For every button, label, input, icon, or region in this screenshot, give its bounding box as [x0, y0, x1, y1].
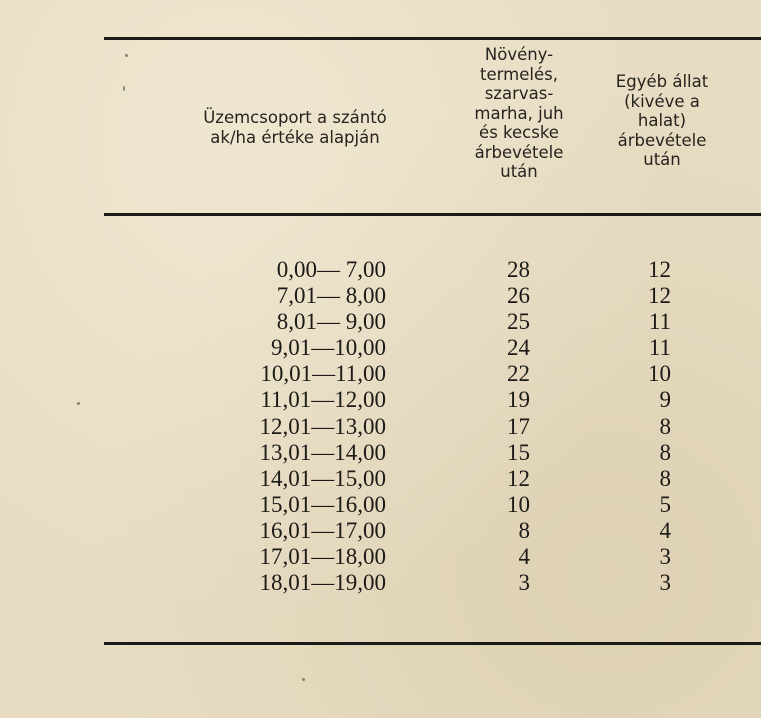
table-row — [0, 335, 761, 361]
table-row — [0, 309, 761, 335]
cell-range: 14,01—15,00 — [259, 465, 386, 491]
table-body — [0, 257, 761, 596]
cell-other-value: 9 — [659, 387, 671, 413]
table-row — [0, 387, 761, 413]
table-bottom-rule — [104, 642, 761, 645]
table-row — [0, 257, 761, 283]
cell-range: 18,01—19,00 — [259, 570, 386, 596]
table-row — [0, 570, 761, 596]
table-row — [0, 440, 761, 466]
cell-crops-value: 24 — [507, 335, 530, 361]
table-header-rule — [104, 213, 761, 216]
cell-crops-value: 3 — [518, 570, 530, 596]
cell-other-value: 3 — [659, 544, 671, 570]
cell-range: 0,00— 7,00 — [276, 257, 386, 282]
cell-other-value: 5 — [659, 491, 671, 517]
cell-crops-value: 25 — [507, 309, 530, 335]
cell-crops-value: 26 — [507, 283, 530, 309]
speck-mark — [123, 86, 125, 91]
cell-crops-value: 4 — [518, 544, 530, 570]
cell-range: 16,01—17,00 — [259, 517, 386, 543]
cell-crops-value: 17 — [507, 413, 530, 439]
cell-range: 11,01—12,00 — [260, 387, 386, 413]
cell-other-value: 10 — [648, 361, 671, 387]
cell-crops-value: 15 — [507, 439, 530, 465]
cell-crops-value: 12 — [507, 465, 530, 491]
table-row — [0, 544, 761, 570]
table-row — [0, 414, 761, 440]
cell-other-value: 4 — [659, 517, 671, 543]
cell-other-value: 11 — [648, 335, 671, 361]
cell-crops-value: 19 — [507, 387, 530, 413]
table-row — [0, 466, 761, 492]
cell-range: 8,01— 9,00 — [276, 309, 386, 335]
cell-range: 7,01— 8,00 — [276, 283, 386, 309]
cell-other-value: 8 — [659, 439, 671, 465]
cell-other-value: 8 — [659, 465, 671, 491]
cell-range: 15,01—16,00 — [259, 491, 386, 517]
cell-other-value: 11 — [648, 309, 671, 335]
cell-other-value: 12 — [648, 283, 671, 309]
speck-mark — [125, 54, 128, 57]
cell-range: 9,01—10,00 — [271, 335, 386, 361]
cell-other-value: 3 — [659, 570, 671, 596]
cell-crops-value: 10 — [507, 491, 530, 517]
cell-crops-value: 28 — [507, 257, 530, 282]
cell-range: 10,01—11,00 — [260, 361, 386, 387]
table-row — [0, 283, 761, 309]
cell-crops-value: 8 — [518, 517, 530, 543]
cell-crops-value: 22 — [507, 361, 530, 387]
cell-range: 17,01—18,00 — [259, 544, 386, 570]
table-row — [0, 492, 761, 518]
cell-range: 12,01—13,00 — [259, 413, 386, 439]
header-crops: Növény- termelés, szarvas- marha, juh és kecske árbevétele után — [474, 45, 564, 181]
header-other-animals: Egyéb állat (kivéve a halat) árbevétele után — [615, 72, 709, 169]
cell-range: 13,01—14,00 — [259, 439, 386, 465]
cell-other-value: 12 — [648, 257, 671, 282]
table-top-rule — [104, 37, 761, 40]
speck-mark — [302, 678, 305, 681]
table-row — [0, 518, 761, 544]
header-group: Üzemcsoport a szántó ak/ha értéke alapján — [203, 108, 387, 147]
cell-other-value: 8 — [659, 413, 671, 439]
table-row — [0, 361, 761, 387]
